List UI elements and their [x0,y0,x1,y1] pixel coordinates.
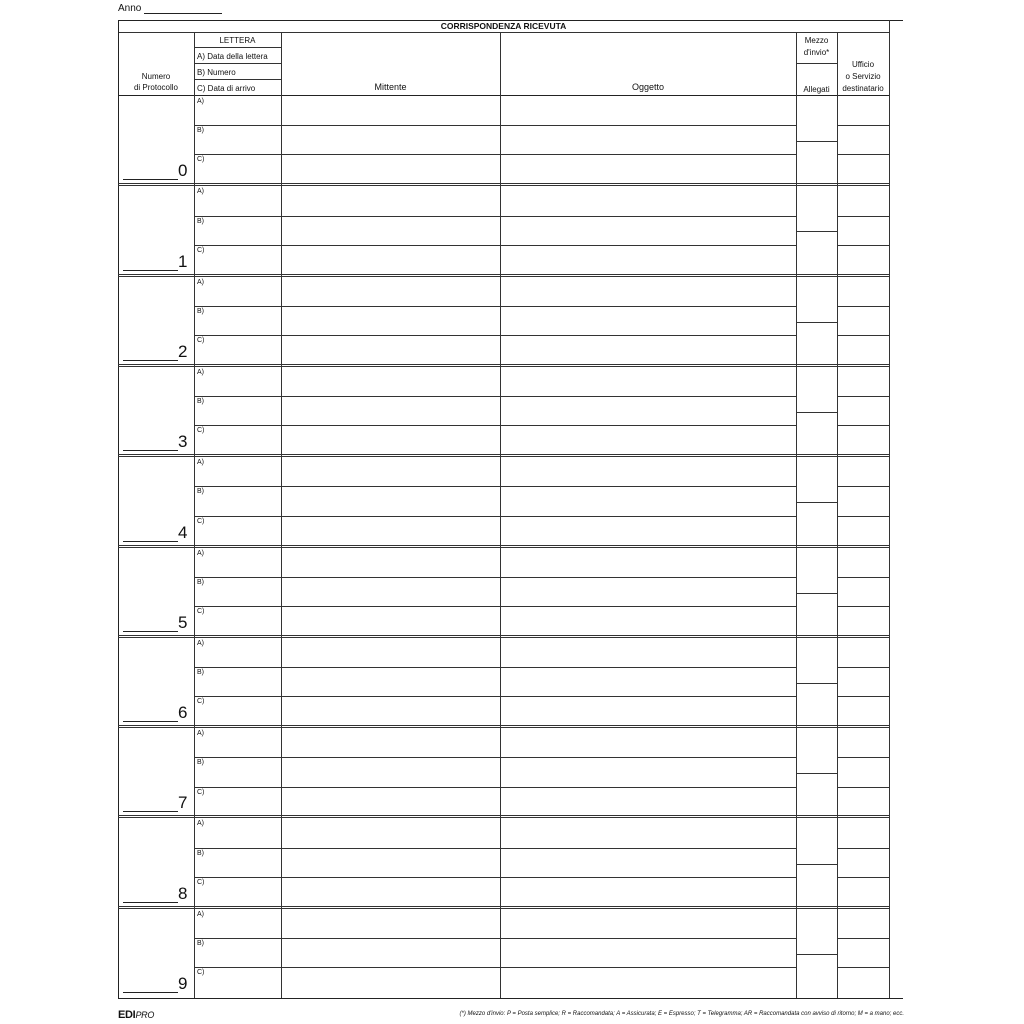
mezzo-divider [796,864,837,865]
protocol-number-blank[interactable] [123,270,178,271]
oggetto-heading: Oggetto [631,82,665,92]
sub-row-divider [194,606,796,607]
protocol-number: 4 [178,523,188,542]
sub-row-divider [194,787,796,788]
sub-row-divider [194,938,796,939]
entry-bottom-border [118,817,889,818]
sub-row-divider [194,577,796,578]
entry-bottom-border [118,276,889,277]
entry-bottom-border [118,815,889,816]
sub-row-label: A) [197,730,204,737]
entry-bottom-border [118,454,889,455]
sub-row-label: C) [197,608,205,615]
protocol-number: 9 [178,974,188,993]
ufficio-sub-divider [837,486,889,487]
protocol-number-blank[interactable] [123,902,178,903]
protocol-number-blank[interactable] [123,179,178,180]
protocol-number: 5 [178,613,188,632]
sub-row-divider [194,125,796,126]
sub-row-label: C) [197,789,205,796]
sub-row-divider [194,667,796,668]
numero-label-1: Numero [141,72,171,81]
ufficio-sub-divider [837,216,889,217]
ufficio-label-2: o Servizio [845,72,881,81]
protocol-number-blank[interactable] [123,811,178,812]
ufficio-sub-divider [837,306,889,307]
sub-row-label: C) [197,156,205,163]
entry-bottom-border [118,183,889,184]
sub-row-label: A) [197,188,204,195]
sub-row-divider [194,425,796,426]
protocol-number: 1 [178,252,188,271]
anno-blank-line[interactable] [144,4,222,14]
ufficio-sub-divider [837,245,889,246]
protocol-number-blank[interactable] [123,360,178,361]
title-bottom-border [118,32,889,33]
mezzo-divider [796,141,837,142]
form-title: CORRISPONDENZA RICEVUTA [440,21,567,31]
sub-row-label: A) [197,820,204,827]
lettera-c-label: C) Data di arrivo [197,84,256,93]
sub-row-divider [194,757,796,758]
mezzo-divider [796,683,837,684]
sub-row-divider [194,245,796,246]
ufficio-sub-divider [837,516,889,517]
lettera-a-label: A) Data della lettera [197,52,268,61]
sub-row-label: B) [197,398,204,405]
sub-row-label: C) [197,698,205,705]
entry-bottom-border [118,274,889,275]
sub-row-divider [194,335,796,336]
sub-row-divider [194,306,796,307]
sub-row-label: B) [197,218,204,225]
sub-row-label: B) [197,940,204,947]
ufficio-sub-divider [837,396,889,397]
mezzo-divider [796,773,837,774]
sub-row-label: B) [197,759,204,766]
protocol-number-blank[interactable] [123,541,178,542]
sub-row-divider [194,967,796,968]
protocol-number-blank[interactable] [123,450,178,451]
sub-row-divider [194,877,796,878]
col-mezzo-left [796,32,797,999]
ufficio-sub-divider [837,125,889,126]
protocol-number: 3 [178,432,188,451]
ufficio-sub-divider [837,667,889,668]
sub-row-label: A) [197,98,204,105]
sub-row-label: B) [197,308,204,315]
sub-row-label: B) [197,850,204,857]
ufficio-sub-divider [837,425,889,426]
mezzo-divider [796,954,837,955]
entry-bottom-border [118,547,889,548]
ufficio-sub-divider [837,335,889,336]
ufficio-label-3: destinatario [842,84,884,93]
ufficio-sub-divider [837,154,889,155]
numero-label-2: di Protocollo [133,83,179,92]
protocol-number: 0 [178,161,188,180]
mezzo-label-2: d'invio* [803,48,830,57]
sub-row-label: C) [197,337,205,344]
ufficio-sub-divider [837,787,889,788]
protocol-number: 7 [178,793,188,812]
mezzo-divider [796,412,837,413]
entry-bottom-border [118,727,889,728]
ufficio-sub-divider [837,967,889,968]
entry-bottom-border [118,185,889,186]
protocol-number: 8 [178,884,188,903]
sub-row-label: A) [197,369,204,376]
protocol-number: 2 [178,342,188,361]
protocol-number-blank[interactable] [123,992,178,993]
sub-row-divider [194,696,796,697]
mezzo-divider [796,502,837,503]
bottom-border [118,998,903,999]
sub-row-label: A) [197,279,204,286]
ufficio-sub-divider [837,577,889,578]
sub-row-label: C) [197,518,205,525]
sub-row-label: B) [197,579,204,586]
lettera-rule-3 [194,79,281,80]
ufficio-sub-divider [837,938,889,939]
sub-row-divider [194,154,796,155]
lettera-b-label: B) Numero [197,68,236,77]
allegati-label: Allegati [803,85,830,94]
sub-row-divider [194,516,796,517]
mittente-heading: Mittente [374,82,407,92]
sub-row-label: C) [197,969,205,976]
brand-suffix: PRO [135,1010,155,1020]
anno-label: Anno [118,3,142,14]
protocol-number-blank[interactable] [123,631,178,632]
ufficio-sub-divider [837,848,889,849]
header-bottom-border [118,95,889,96]
ufficio-sub-divider [837,696,889,697]
lettera-rule-1 [194,47,281,48]
ufficio-sub-divider [837,606,889,607]
ufficio-sub-divider [837,877,889,878]
mezzo-divider [796,322,837,323]
anno-field [118,3,222,14]
ufficio-sub-divider [837,757,889,758]
mezzo-label-1: Mezzo [804,36,829,45]
brand-logo [118,1009,154,1021]
sub-row-label: C) [197,427,205,434]
sub-row-label: A) [197,550,204,557]
lettera-heading: LETTERA [219,36,256,45]
ufficio-label-1: Ufficio [851,60,875,69]
sub-row-label: B) [197,669,204,676]
sub-row-label: A) [197,911,204,918]
entry-bottom-border [118,725,889,726]
mezzo-divider [796,593,837,594]
entry-bottom-border [118,906,889,907]
sub-row-label: C) [197,247,205,254]
protocol-number: 6 [178,703,188,722]
mezzo-rule [796,63,837,64]
sub-row-label: B) [197,488,204,495]
protocol-number-blank[interactable] [123,721,178,722]
entry-bottom-border [118,456,889,457]
brand-name: EDI [118,1009,136,1021]
entry-bottom-border [118,366,889,367]
entry-bottom-border [118,364,889,365]
right-border [889,20,890,999]
left-border [118,20,119,999]
entry-bottom-border [118,545,889,546]
sub-row-label: C) [197,879,205,886]
footer-note: (*) Mezzo d'invio: P = Posta semplice; R = Raccomandata; A = Assicurata; E = Espresso; T = Telegramma; AR = Raccomandata con avviso di ritorno; M = a mano; ecc. [459,1011,904,1017]
entry-bottom-border [118,637,889,638]
sub-row-divider [194,848,796,849]
sub-row-label: B) [197,127,204,134]
lettera-rule-2 [194,63,281,64]
sub-row-divider [194,216,796,217]
sub-row-label: A) [197,459,204,466]
sub-row-divider [194,486,796,487]
sub-row-divider [194,396,796,397]
mezzo-divider [796,231,837,232]
entry-bottom-border [118,908,889,909]
sub-row-label: A) [197,640,204,647]
entry-bottom-border [118,635,889,636]
